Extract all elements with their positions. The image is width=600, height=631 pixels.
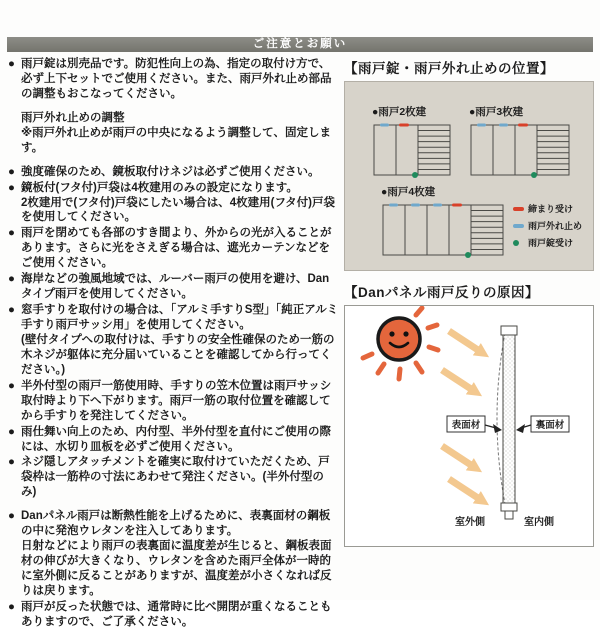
bullet-marker: ● <box>8 181 15 194</box>
latch-receiver-mark <box>518 124 528 127</box>
note-item <box>8 509 339 599</box>
note-item <box>8 455 339 500</box>
bottom-rail-notch <box>505 511 513 519</box>
legend-label: 雨戸錠受け <box>528 238 574 248</box>
note-text: 雨戸を閉めても各部のすき間より、外からの光が入ることがあります。さらに光をさえぎる場合は、遮光カーテンなどをご使用ください。 <box>21 227 332 270</box>
shutter-diagram-2panel <box>372 104 454 186</box>
note-text: 雨仕舞い向上のため、内付型、半外付型を直付にご使用の際には、水切り皿板を必ずご使用ください。 <box>21 425 332 453</box>
detach-stopper-mark <box>411 204 420 207</box>
bullet-marker: ● <box>8 165 15 178</box>
detach-stopper-mark <box>380 124 389 127</box>
bullet-marker: ● <box>8 510 15 523</box>
note-item <box>8 181 339 226</box>
shutter-diagram-label: ●雨戸3枚建 <box>469 106 524 118</box>
note-text: 雨戸錠は別売品です。防犯性向上の為、指定の取付け方で、必ず上下セットでご使用ください。また、雨戸外れ止め部品の調整もおこなってください。 <box>21 58 332 100</box>
note-text: ※雨戸外れ止めが雨戸の中央になるよう調整して、固定します。 <box>21 126 331 154</box>
note-text: 半外付型の雨戸一筋使用時、手すりの笠木位置は雨戸サッシ取付時より下へ下がります。雨戸一筋の取付位置を確認してから手すりを発注してください。 <box>21 379 332 422</box>
legend-row <box>513 200 582 217</box>
note-item <box>8 57 339 102</box>
diagram-legend <box>513 200 582 251</box>
bullet-marker: ● <box>8 304 15 317</box>
shutter-diagram-4panel <box>381 184 507 266</box>
bullet-marker: ● <box>8 425 15 438</box>
note-text: 日射などにより雨戸の表裏面に温度差が生じると、鋼板表面材の伸びが大きくなり、ウレタンを含めた雨戸全体が一時的に室外側に反ることがありますが、温度差が小さくなれば反りは戻ります。 <box>21 540 332 597</box>
detach-stopper-mark <box>499 124 508 127</box>
note-text: Danパネル雨戸は断熱性能を上げるために、表裏面材の鋼板の中に発泡ウレタンを注入してあります。 <box>21 510 331 538</box>
note-text: 強度確保のため、鏡板取付けネジは必ずご使用ください。 <box>21 165 320 178</box>
bullet-marker: ● <box>8 600 15 613</box>
shutter-diagram-svg <box>469 121 573 181</box>
bullet-marker: ● <box>8 58 15 70</box>
legend-label: 雨戸外れ止め <box>528 221 583 231</box>
note-text: ネジ隠しアタッチメントを確実に取付けていただくため、戸袋枠は一筋枠の寸法にあわせて発注ください。(半外付型のみ) <box>21 456 330 499</box>
shutter-diagram-label: ●雨戸4枚建 <box>381 186 436 198</box>
warp-diagram-box <box>344 305 594 547</box>
notice-header-title: ご注意とお願い <box>252 38 348 50</box>
warp-diagram <box>345 306 593 546</box>
positions-section-title: 【雨戸錠・雨戸外れ止めの位置】 <box>344 61 554 76</box>
bullet-marker: ● <box>8 273 15 286</box>
detach-stopper-mark <box>477 124 486 127</box>
positions-diagram-box <box>344 81 594 271</box>
note-text: 鏡板付(フタ付)戸袋は4枚建用のみの設定になります。 <box>21 181 298 194</box>
diagram-column <box>344 57 594 547</box>
legend-row <box>513 234 582 251</box>
shutter-diagram-svg <box>381 201 507 261</box>
detach-stopper-mark <box>433 204 442 207</box>
note-item <box>8 165 339 180</box>
note-item <box>8 425 339 455</box>
shutter-diagram-3panel <box>469 104 573 186</box>
bullet-marker: ● <box>8 379 15 392</box>
note-text: 2枚建用で(フタ付)戸袋にしたい場合は、4枚建用(フタ付)戸袋を使用してください。 <box>21 196 335 224</box>
note-item <box>8 272 339 302</box>
bullet-marker: ● <box>8 227 15 240</box>
shutter-diagram-svg <box>372 121 454 181</box>
legend-dot-icon <box>513 240 528 246</box>
lock-receiver-mark <box>531 172 537 178</box>
legend-dash-icon <box>513 224 528 228</box>
note-item <box>8 379 339 424</box>
legend-row <box>513 217 582 234</box>
latch-receiver-mark <box>452 204 462 207</box>
note-text: (壁付タイプへの取付けは、手すりの安全性確保のため一筋の木ネジが躯体に充分届いていることを確認してから行ってください。) <box>21 333 335 376</box>
lock-receiver-mark <box>465 252 471 258</box>
warp-section-title: 【Danパネル雨戸反りの原因】 <box>344 285 540 300</box>
legend-label: 締まり受け <box>528 204 574 214</box>
svg-text:表面材: 表面材 <box>451 420 481 431</box>
detach-stopper-mark <box>389 204 398 207</box>
svg-text:裏面材: 裏面材 <box>535 420 565 431</box>
note-text: 雨戸外れ止めの調整 <box>21 111 125 124</box>
lock-receiver-mark <box>412 172 418 178</box>
shutter-panel-section <box>497 326 517 519</box>
note-item <box>8 600 339 630</box>
legend-dash-icon <box>513 207 528 211</box>
note-item <box>8 303 339 378</box>
note-text: 窓手すりを取付けの場合は、「アルミ手すりS型」「純正アルミ手すり雨戸サッシ用」を使用してください。 <box>21 304 339 331</box>
bullet-marker: ● <box>8 456 15 469</box>
front-material-label <box>447 416 502 433</box>
sunlight-arrows <box>442 331 478 498</box>
outdoor-side-label: 室外側 <box>455 517 485 528</box>
sun-icon <box>363 308 438 379</box>
note-text: 海岸などの強風地域では、ルーバー雨戸の使用を避け、Danタイプ雨戸を使用してください。 <box>21 273 330 301</box>
shutter-diagram-label: ●雨戸2枚建 <box>372 106 427 118</box>
notice-header-bar <box>7 37 593 52</box>
latch-receiver-mark <box>399 124 409 127</box>
note-item <box>8 111 339 156</box>
note-item <box>8 226 339 271</box>
indoor-side-label: 室内側 <box>524 517 554 528</box>
notes-list <box>8 57 339 631</box>
note-text: 雨戸が反った状態では、通常時に比べ開閉が重くなることもありますので、ご了承ください。 <box>21 600 332 628</box>
back-material-label <box>516 416 569 433</box>
